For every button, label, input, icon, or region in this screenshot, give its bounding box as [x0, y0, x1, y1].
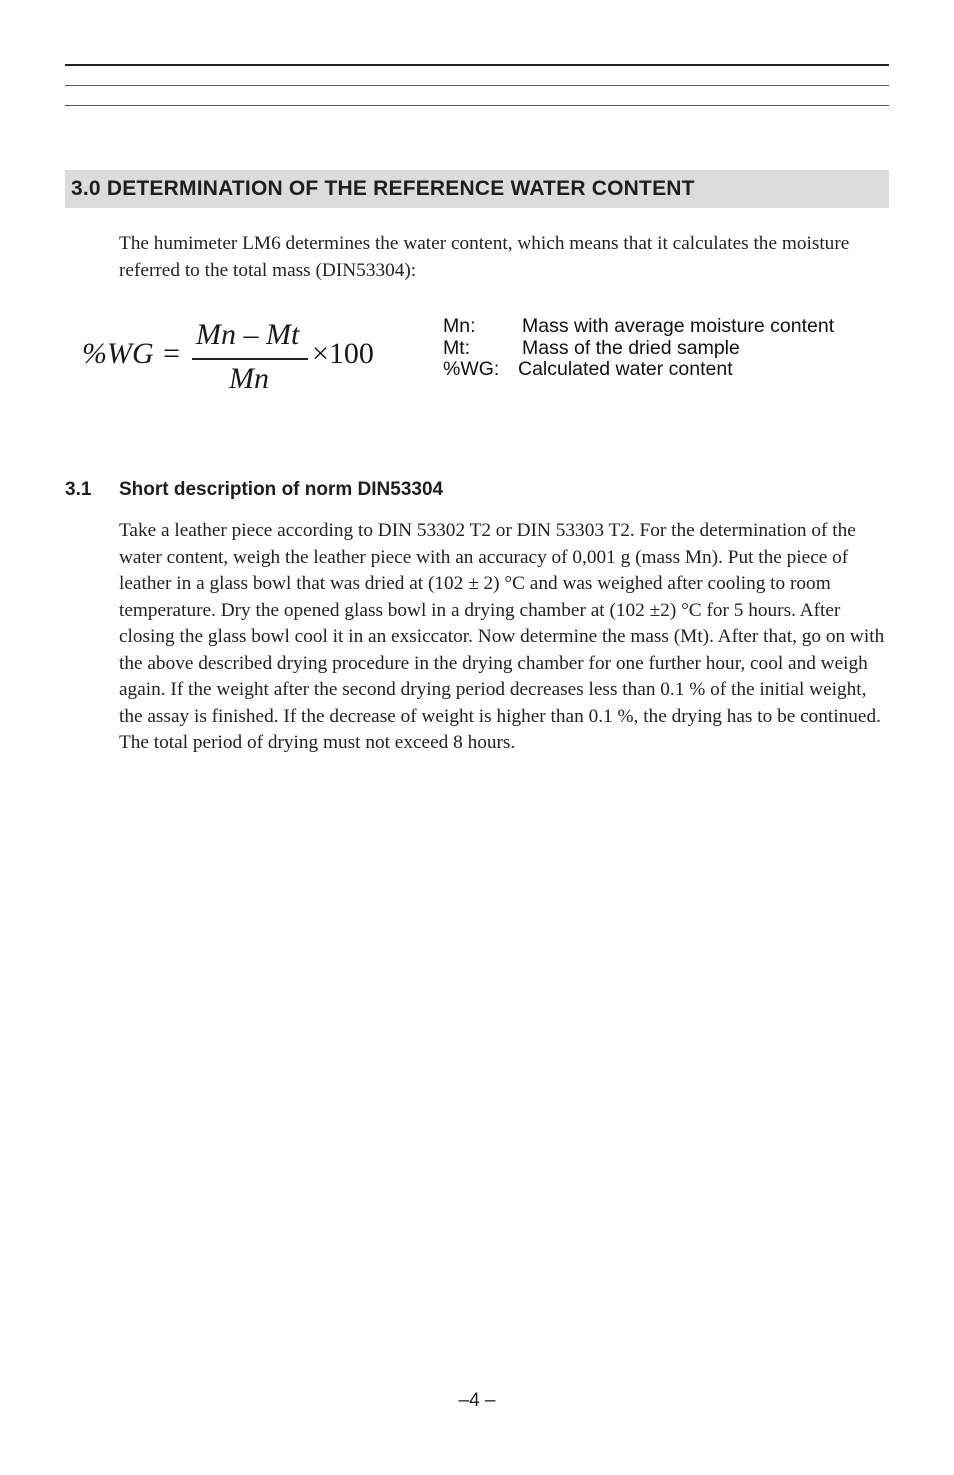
header-rule-top — [65, 64, 889, 66]
intro-paragraph: The humimeter LM6 determines the water content, which means that it calculates the moisture referred to the total mass (DIN53304): — [119, 233, 850, 281]
legend-value: Calculated water content — [518, 358, 733, 380]
water-content-formula — [82, 318, 402, 398]
header-rule-middle — [65, 85, 889, 86]
formula-numerator: Mn – Mt — [196, 318, 300, 351]
legend-row-wg — [443, 359, 889, 381]
legend-value: Mass of the dried sample — [522, 336, 740, 359]
legend-key: Mn: — [443, 315, 476, 337]
legend-value: Mass with average moisture content — [522, 315, 835, 337]
formula-legend — [443, 316, 889, 381]
page-number: –4 – — [458, 1390, 496, 1411]
subsection-title: Short description of norm DIN53304 — [119, 479, 444, 500]
formula-fraction-bar — [192, 358, 308, 360]
subsection-number: 3.1 — [65, 479, 92, 500]
section-heading-bar — [65, 170, 889, 208]
formula-multiplier: ×100 — [312, 337, 374, 370]
legend-row-mt — [443, 338, 889, 360]
legend-row-mn — [443, 316, 889, 338]
legend-key: Mt: — [443, 336, 471, 359]
section-title: 3.0 DETERMINATION OF THE REFERENCE WATER CONTENT — [71, 177, 695, 200]
subsection-body: Take a leather piece according to DIN 53302 T2 or DIN 53303 T2. For the determination of the water content, weigh the leather piece with an accuracy of 0,001 g (mass Mn). Put the piece of leather in a glass bowl that was dried at (102 ± 2) °C and was weighed after cooling to room temperature. Dry the opened glass bowl in a drying chamber at (102 ±2) °C for 5 hours. After closing the glass bowl cool it in an exsiccator. Now determine the mass (Mt). After that, go on with the above described drying procedure in the drying chamber for one further hour, cool and weigh again. If the weight after the second drying period decreases less than 0.1 % of the initial weight, the assay is finished. If the decrease of weight is higher than 0.1 %, the drying has to be continued. The total period of drying must not exceed 8 hours. — [119, 520, 885, 753]
legend-key: %WG: — [443, 358, 500, 380]
formula-lhs: %WG = — [82, 337, 182, 370]
formula-denominator: Mn — [229, 362, 269, 395]
header-rule-bottom — [65, 105, 889, 106]
